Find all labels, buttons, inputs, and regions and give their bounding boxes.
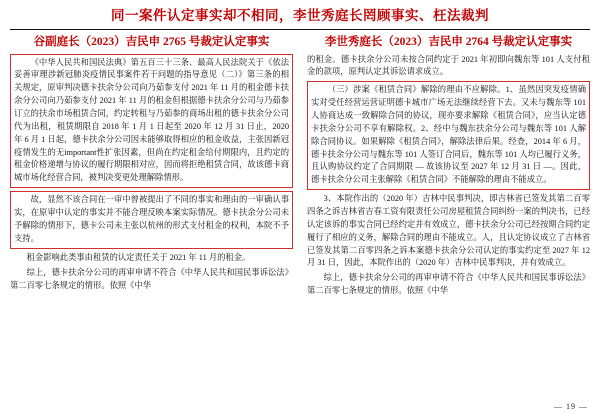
page-number: — 19 — [554, 402, 588, 411]
left-column [10, 35, 293, 301]
paragraph: 3、本院作出的（2020 年）吉林中民事判决，即吉林省已签发其第二百零四条之诉吉林省吉春工资有限责任公司房屋租赁合同纠纷一案的判决书，已经认定该诉的事实合同已经约定并有效成立，德卡扶余分公司已经按期合同约定履行了相应的义务，解除合同的理由不能成立。人，且认定协议成立了吉林省已签发其第二百零四条之诉本案德卡扶余分公司认定的事实约定至 2027 年 12 月 31 日，因此，本院作出的（2020 年）吉林中民事判决，并有效成立。 [307, 194, 590, 268]
paragraph: 综上，德卡扶余分公司的再审申请不符合《中华人民共和国民事诉讼法》第二百零七条规定的情形。依照《中华 [307, 273, 590, 296]
paragraph: 租金影响此类事由租赁的认定责任关于 2021 年 11 月的租金。 [26, 252, 251, 262]
right-column-heading: 李世秀庭长（2023）吉民申 2764 号裁定认定事实 [324, 36, 573, 49]
right-column-highlight-box [307, 81, 590, 190]
paragraph: 的租金。德卡扶余分公司未按合同约定于 2021 年初即向魏东等 101 人支付租金的款项，原判认定其诉讼请求成立。 [307, 54, 590, 77]
paragraph: （三）涉案《租赁合同》解除的理由不应解除。1、虽然因突发疫情确实对受任经营运营证明德卡城市广场无法继续经营下去。又未与魏东等 101 人协商达成一致解除合同的协议，现亦要求解除《租赁合同》，应当认定德卡扶余分公司不享有解除权。2、经中与魏东扶余分公司与魏东等 101 人解除合同协议。如果解除《租赁合同》，解除法律后果。经查，2014 年 6 月，德卡扶余分公司与魏东等 101 人签订合同后，魏东等 101 人均已履行义务，且认购协议约定了合同期限 — 故该协议至 2027 年 12 月 31 日 —。因此，德卡扶余分公司主张解除《租赁合同》不能解除的理由不能成立。 [311, 85, 586, 185]
paragraph: 故，显然不该合同在一审中曾被提出了不同的事实和理由的一审确认事实，在原审中认定的事实并不能合理反映本案实际情况。德卡扶余分公司未予解除的情形下，德卡公司未主张以杭州的形式支付租金的权利，本院不予支持。 [14, 195, 289, 243]
paragraph: 综上，德卡扶余分公司的再审申请不符合《中华人民共和国民事诉讼法》第二百零七条规定的情形。依照《中华 [10, 268, 293, 291]
two-column-layout [10, 35, 590, 301]
title-divider [10, 29, 590, 30]
left-column-highlight-box-2 [10, 191, 293, 248]
left-column-highlight-box [10, 54, 293, 189]
left-column-heading: 谷副庭长（2023）吉民申 2765 号裁定认定事实 [33, 36, 270, 49]
page-title: 同一案件认定事实却不相同，李世秀庭长罔顾事实、枉法裁判 [111, 8, 489, 23]
right-column [307, 35, 590, 300]
paragraph: 《中华人民共和国民法典》第五百三十三条、最高人民法院关于《依法妥善审理涉新冠肺炎疫情民事案件若干问题的指导意见（二）》第三条的相关规定，原审判决德卡扶余分公司向乃茹参支付 2021 年 11 月的租金德卡扶余分公司向乃茹参支付 2021 年 11 月的租金但根据德卡扶余分公司与乃茹参订立的扶余市场租赁合同，约定转租与乃茹参的商场出租的德卡扶余分公司代为出租，租赁期限自 2018 年 1 月 1 日起至 2020 年 12 月 31 日止，2020 年 6 月 1 日起，德卡扶余分公司因未能够取得相应的租金收益，主张因新冠疫情发生的无important性扩张因素，但尚在约定租金给付期限内，且约定的租金价格递增与协议的履行期限相对应，因而将拒绝租赁合同，故该德卡商城市场化经营合同，被判决变更处理解除情形。 [14, 57, 289, 183]
